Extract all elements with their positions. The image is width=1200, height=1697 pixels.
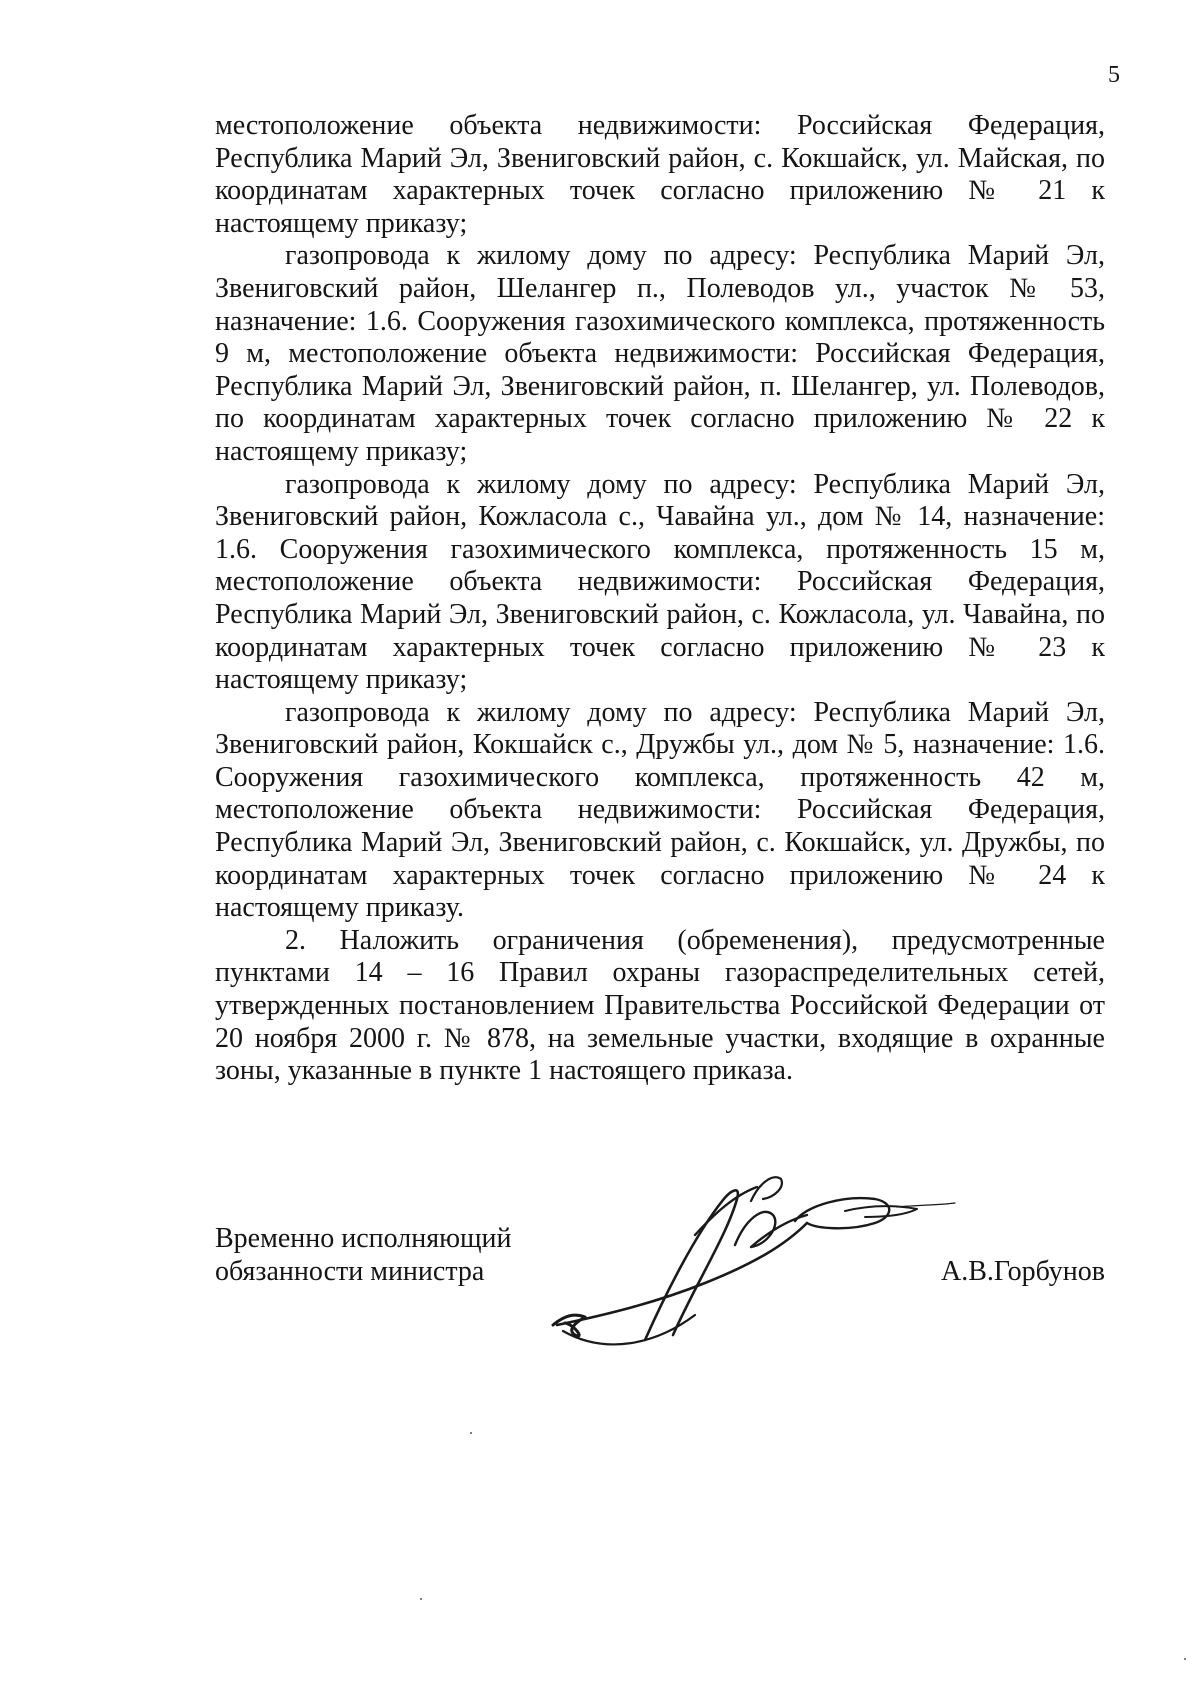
signatory-title-line-2: обязанности министра [215,1256,485,1287]
signatory-title-line-1: Временно исполняющий [215,1223,512,1254]
handwritten-signature-icon [545,1165,995,1355]
scan-speck [420,1598,422,1600]
paragraph-item-2-restrictions: 2. Наложить ограничения (обременения), предусмотренные пунктами 14 – 16 Правил охраны газораспределительных сетей, утвержденных постановлением Правительства Российской Федерации от 20 ноября 2000 г. № 878, на земельные участки, входящие в охранные зоны, указанные в пункте 1 настоящего приказа. [215,924,1105,1087]
page-number: 5 [1108,62,1120,88]
signatory-name: А.В.Горбунов [940,1256,1105,1287]
paragraph-gas-pipeline-kokshaysk: газопровода к жилому дому по адресу: Республика Марий Эл, Звениговский район, Кокшайск с., Дружбы ул., дом № 5, назначение: 1.6. Сооружения газохимического комплекса, протяженность 42 м, местоположение объекта недвижимости: Российская Федерация, Республика Марий Эл, Звениговский район, с. Кокшайск, ул. Дружбы, по координатам характерных точек согласно приложению № 24 к настоящему приказу. [215,696,1105,924]
paragraph-gas-pipeline-kozhlasola: газопровода к жилому дому по адресу: Республика Марий Эл, Звениговский район, Кожласола с., Чавайна ул., дом № 14, назначение: 1.6. Сооружения газохимического комплекса, протяженность 15 м, местоположение объекта недвижимости: Российская Федерация, Республика Марий Эл, Звениговский район, с. Кожласола, ул. Чавайна, по координатам характерных точек согласно приложению № 23 к настоящему приказу; [215,468,1105,696]
paragraph-gas-pipeline-shelanger: газопровода к жилому дому по адресу: Республика Марий Эл, Звениговский район, Шелангер п., Полеводов ул., участок № 53, назначение: 1.6. Сооружения газохимического комплекса, протяженность 9 м, местоположение объекта недвижимости: Российская Федерация, Республика Марий Эл, Звениговский район, п. Шелангер, ул. Полеводов, по координатам характерных точек согласно приложению № 22 к настоящему приказу; [215,240,1105,467]
signatory-title [215,1222,512,1288]
scan-speck [1184,1658,1186,1660]
body-text [215,110,1105,1088]
paragraph-continuation: местоположение объекта недвижимости: Российская Федерация, Республика Марий Эл, Звениговский район, с. Кокшайск, ул. Майская, по координатам характерных точек согласно приложению № 21 к настоящему приказу; [215,110,1105,239]
scan-speck [470,1432,472,1434]
